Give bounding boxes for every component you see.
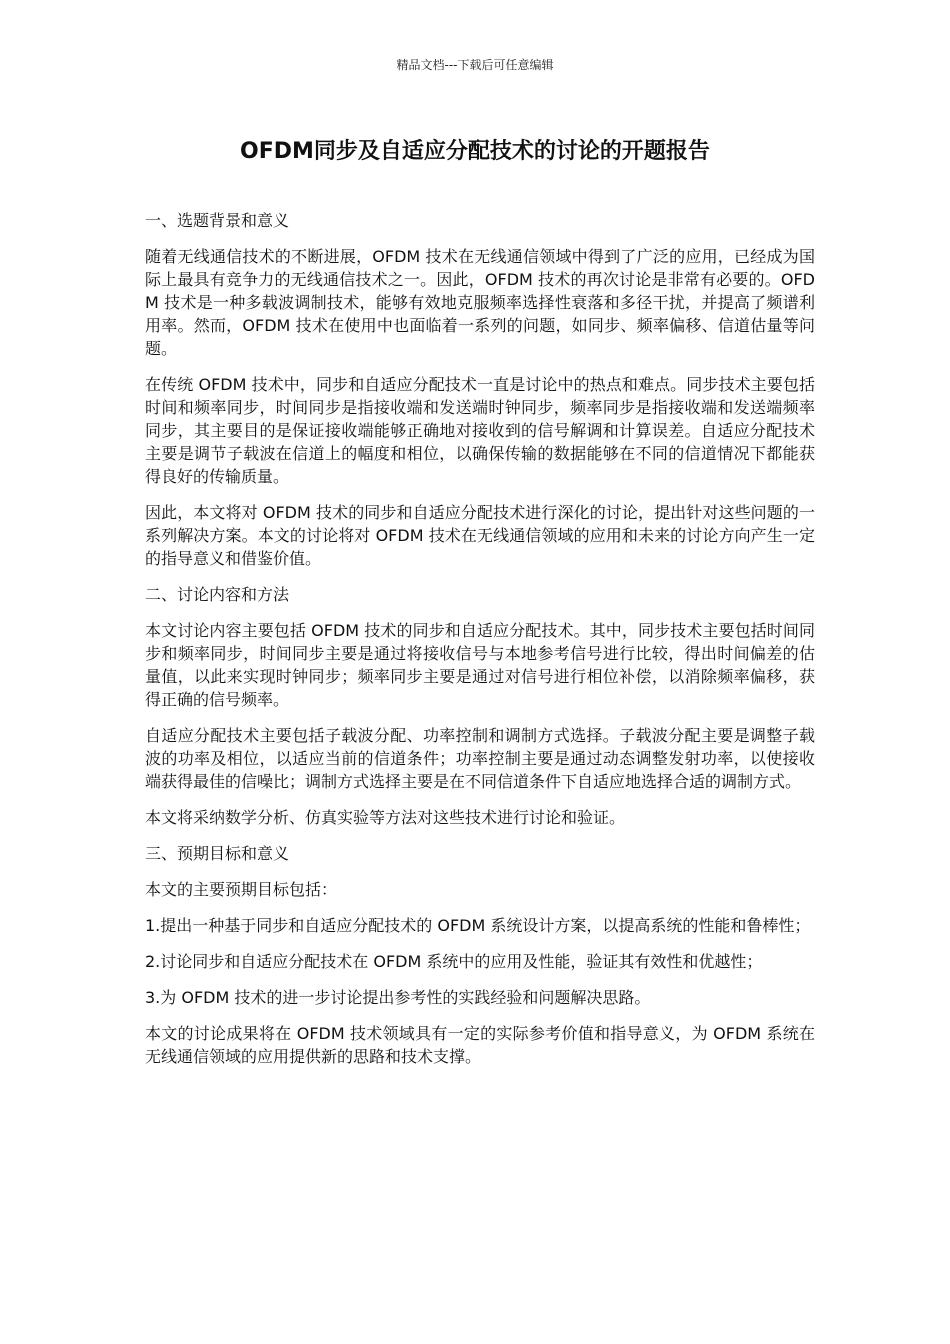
section-heading-goals: 三、预期目标和意义 (145, 844, 290, 863)
document-body (145, 209, 815, 1081)
goal-item: 3.为 OFDM 技术的进一步讨论提出参考性的实践经验和问题解决思路。 (145, 988, 651, 1007)
paragraph: 本文将采纳数学分析、仿真实验等方法对这些技术进行讨论和验证。 (145, 808, 626, 827)
section-heading-content-methods: 二、讨论内容和方法 (145, 585, 290, 604)
document-title: OFDM同步及自适应分配技术的讨论的开题报告 (240, 139, 710, 164)
goals-intro: 本文的主要预期目标包括： (145, 880, 338, 899)
conclusion-paragraph: 本文的讨论成果将在 OFDM 技术领域具有一定的实际参考价值和指导意义，为 OFDM 系统在无线通信领域的应用提供新的思路和技术支撑。 (145, 1024, 815, 1066)
goal-item: 1.提出一种基于同步和自适应分配技术的 OFDM 系统设计方案，以提高系统的性能和鲁棒性； (145, 916, 811, 935)
paragraph: 在传统 OFDM 技术中，同步和自适应分配技术一直是讨论中的热点和难点。同步技术主要包括时间和频率同步，时间同步是指接收端和发送端时钟同步，频率同步是指接收端和发送端频率同步，其主要目的是保证接收端能够正确地对接收到的信号解调和计算误差。自适应分配技术主要是调节子载波在信道上的幅度和相位，以确保传输的数据能够在不同的信道情况下都能获得良好的传输质量。 (145, 375, 815, 486)
goal-item: 2.讨论同步和自适应分配技术在 OFDM 系统中的应用及性能，验证其有效性和优越性； (145, 952, 763, 971)
paragraph: 本文讨论内容主要包括 OFDM 技术的同步和自适应分配技术。其中，同步技术主要包括时间同步和频率同步，时间同步主要是通过将接收信号与本地参考信号进行比较，得出时间偏差的估量值，以此来实现时钟同步；频率同步主要是通过对信号进行相位补偿，以消除频率偏移，获得正确的信号频率。 (145, 621, 815, 709)
paragraph: 自适应分配技术主要包括子载波分配、功率控制和调制方式选择。子载波分配主要是调整子载波的功率及相位，以适应当前的信道条件；功率控制主要是通过动态调整发射功率，以使接收端获得最佳的信噪比；调制方式选择主要是在不同信道条件下自适应地选择合适的调制方式。 (145, 726, 815, 791)
paragraph: 因此，本文将对 OFDM 技术的同步和自适应分配技术进行深化的讨论，提出针对这些问题的一系列解决方案。本文的讨论将对 OFDM 技术在无线通信领域的应用和未来的讨论方向产生一定的指导意义和借鉴价值。 (145, 503, 815, 568)
paragraph: 随着无线通信技术的不断进展，OFDM 技术在无线通信领域中得到了广泛的应用，已经成为国际上最具有竞争力的无线通信技术之一。因此，OFDM 技术的再次讨论是非常有必要的。OFDM 技术是一种多载波调制技术，能够有效地克服频率选择性衰落和多径干扰，并提高了频谱利用率。然而，OFDM 技术在使用中也面临着一系列的问题，如同步、频率偏移、信道估量等问题。 (145, 247, 815, 358)
section-heading-background: 一、选题背景和意义 (145, 211, 290, 230)
page-header: 精品文档---下载后可任意编辑 (396, 58, 554, 72)
